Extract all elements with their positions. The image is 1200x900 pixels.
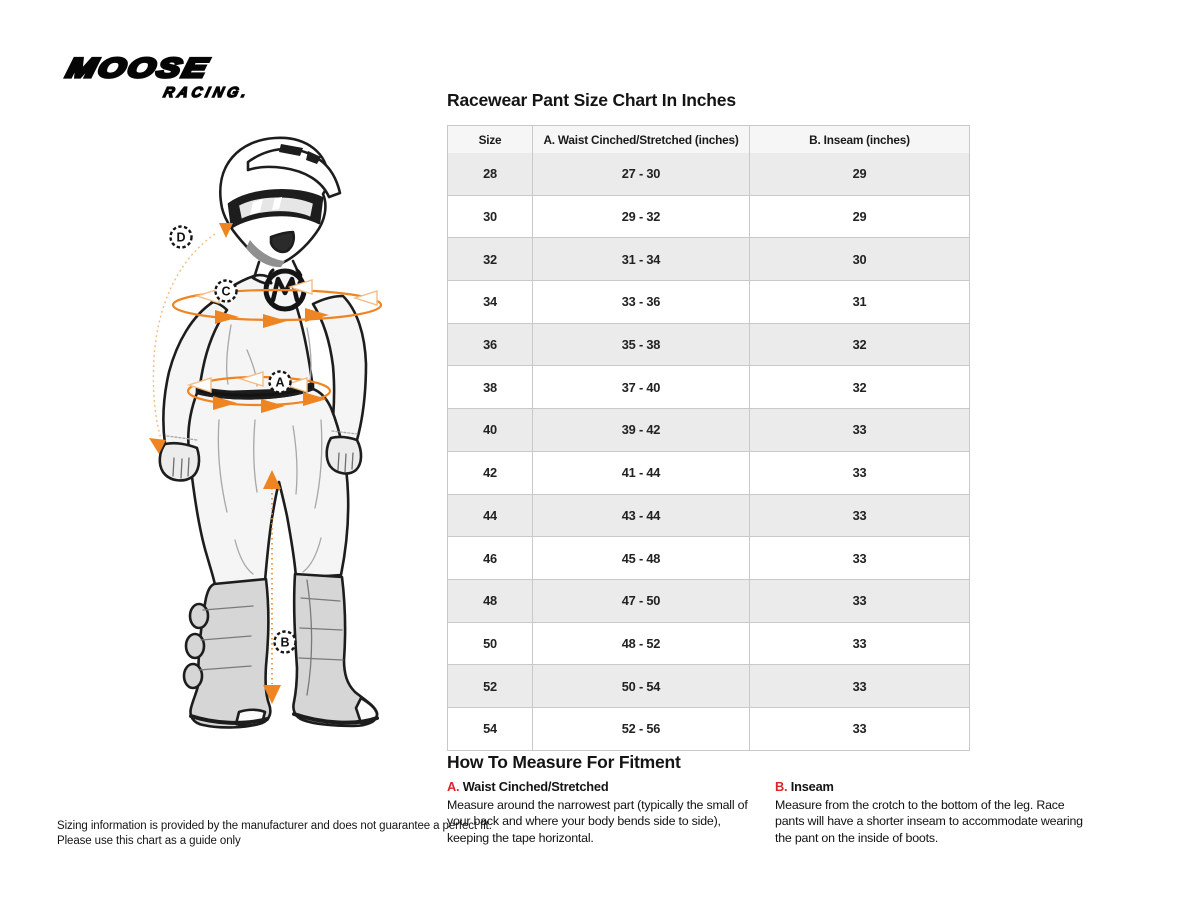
size-cell: 40 (448, 409, 533, 451)
table-row (448, 451, 969, 494)
table-row (448, 622, 969, 665)
waist-cell: 37 - 40 (533, 366, 750, 408)
waist-cell: 33 - 36 (533, 281, 750, 323)
waist-cell: 50 - 54 (533, 665, 750, 707)
table-row (448, 195, 969, 238)
inseam-cell: 33 (852, 465, 867, 481)
table-row (448, 494, 969, 537)
table-row (448, 664, 969, 707)
measure-inseam-title: Inseam (790, 779, 834, 794)
logo-word-racing: RACING. (161, 85, 252, 101)
disclaimer-line-2: Please use this chart as a guide only (57, 835, 241, 848)
inseam-cell: 33 (852, 635, 867, 651)
column-header: A. Waist Cinched/Stretched (inches) (533, 126, 750, 153)
size-cell: 34 (448, 281, 533, 323)
inseam-cell: 33 (852, 550, 867, 566)
waist-cell: 41 - 44 (533, 452, 750, 494)
size-table (447, 125, 970, 751)
measure-waist-text: Measure around the narrowest part (typically the small of your back and where your body bends side to side), keeping the tape horizontal. (447, 798, 748, 845)
measure-waist-label (447, 779, 749, 794)
svg-text:D: D (176, 230, 186, 245)
table-row (448, 408, 969, 451)
badge-a (270, 372, 291, 393)
svg-text:A: A (275, 375, 285, 390)
size-cell: 48 (448, 580, 533, 622)
moose-racing-logo (55, 46, 265, 106)
table-row (448, 280, 969, 323)
size-cell: 32 (448, 238, 533, 280)
column-header: Size (448, 126, 533, 153)
inseam-cell: 33 (852, 678, 867, 694)
waist-cell: 43 - 44 (533, 495, 750, 537)
waist-cell: 39 - 42 (533, 409, 750, 451)
table-row (448, 323, 969, 366)
disclaimer (57, 819, 492, 849)
helmet (220, 138, 340, 278)
size-cell: 50 (448, 623, 533, 665)
inseam-cell: 33 (852, 721, 867, 737)
waist-cell: 47 - 50 (533, 580, 750, 622)
measure-inseam-label (775, 779, 1093, 794)
table-row (448, 237, 969, 280)
inseam-cell: 31 (852, 294, 867, 310)
measure-inseam-letter: B. (775, 779, 788, 794)
svg-text:B: B (280, 635, 290, 650)
inseam-cell: 30 (852, 251, 867, 267)
how-to-measure-title: How To Measure For Fitment (447, 752, 681, 772)
disclaimer-line-1: Sizing information is provided by the manufacturer and does not guarantee a perfect fit. (57, 820, 492, 832)
waist-cell: 31 - 34 (533, 238, 750, 280)
measure-instruction-inseam (775, 779, 1093, 846)
table-row (448, 153, 969, 195)
inseam-cell: 33 (852, 507, 867, 523)
badge-b (275, 632, 296, 653)
svg-text:C: C (221, 284, 231, 299)
size-cell: 28 (448, 153, 533, 195)
measure-instruction-waist (447, 779, 749, 846)
measure-inseam-text: Measure from the crotch to the bottom of the leg. Race pants will have a shorter inseam to accommodate wearing the pant on the inside of boots. (775, 798, 1083, 845)
table-row (448, 365, 969, 408)
size-cell: 38 (448, 366, 533, 408)
waist-cell: 27 - 30 (533, 153, 750, 195)
waist-cell: 35 - 38 (533, 324, 750, 366)
inseam-cell: 29 (852, 209, 867, 225)
logo-word-moose: MOOSE (63, 52, 213, 84)
rider-illustration (135, 120, 435, 760)
table-row (448, 707, 969, 750)
waist-cell: 48 - 52 (533, 623, 750, 665)
badge-c (216, 281, 237, 302)
size-table-body (448, 153, 969, 750)
table-row (448, 536, 969, 579)
size-cell: 30 (448, 196, 533, 238)
inseam-cell: 32 (852, 337, 867, 353)
size-table-header (448, 126, 969, 153)
waist-cell: 45 - 48 (533, 537, 750, 579)
waist-cell: 29 - 32 (533, 196, 750, 238)
waist-cell: 52 - 56 (533, 708, 750, 750)
badge-d (171, 227, 192, 248)
column-header: B. Inseam (inches) (750, 126, 969, 153)
size-cell: 52 (448, 665, 533, 707)
measure-waist-title: Waist Cinched/Stretched (462, 779, 609, 794)
size-cell: 44 (448, 495, 533, 537)
inseam-cell: 33 (852, 422, 867, 438)
size-cell: 36 (448, 324, 533, 366)
size-chart-title: Racewear Pant Size Chart In Inches (447, 90, 736, 110)
size-cell: 54 (448, 708, 533, 750)
size-cell: 46 (448, 537, 533, 579)
measure-waist-letter: A. (447, 779, 460, 794)
inseam-cell: 33 (852, 593, 867, 609)
table-row (448, 579, 969, 622)
inseam-cell: 29 (852, 166, 867, 182)
inseam-cell: 32 (852, 379, 867, 395)
size-cell: 42 (448, 452, 533, 494)
